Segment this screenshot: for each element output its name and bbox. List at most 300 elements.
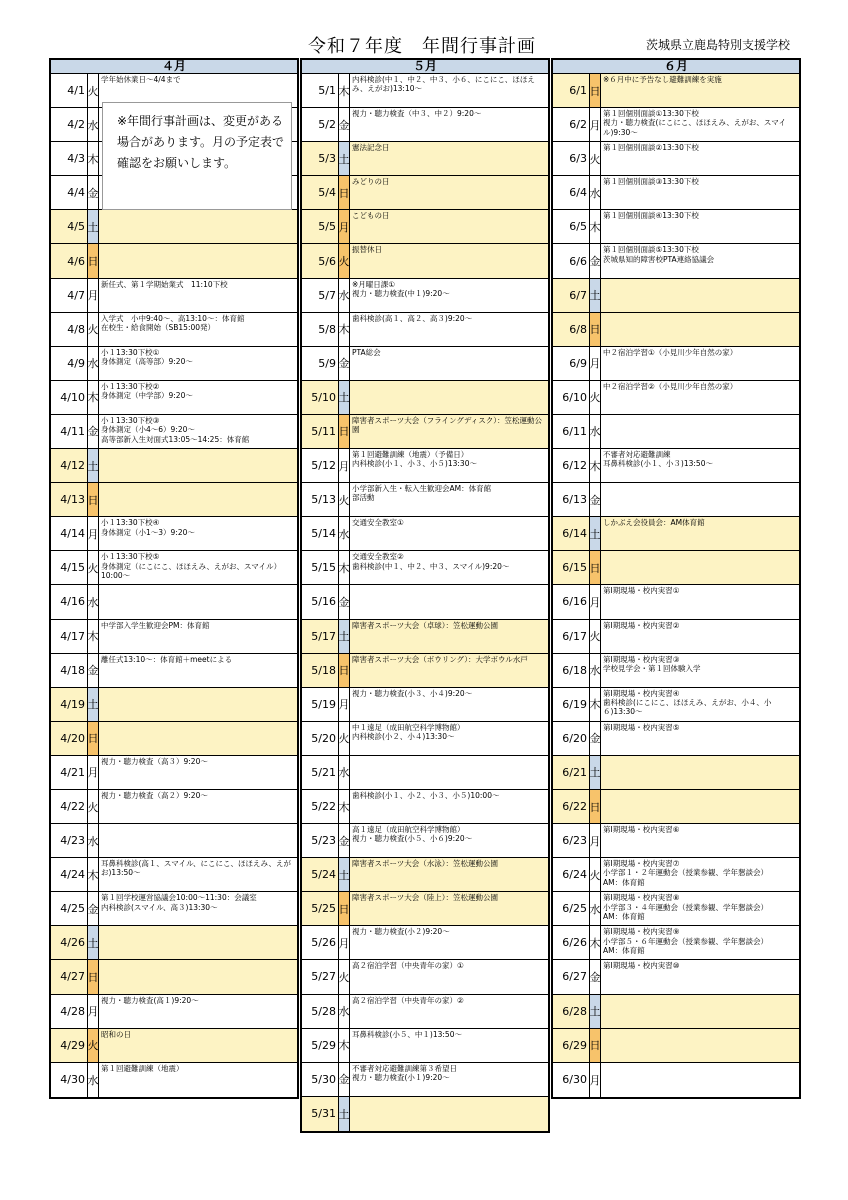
day-date: 6/16 <box>562 595 587 609</box>
day-date: 6/13 <box>562 493 587 507</box>
day-of-week: 日 <box>589 551 601 584</box>
day-date: 6/1 <box>553 74 589 107</box>
day-row <box>553 381 799 415</box>
day-date: 5/3 <box>302 142 338 175</box>
day-row <box>553 858 799 892</box>
day-row <box>553 585 799 619</box>
day-of-week: 金 <box>87 415 99 448</box>
day-events: こどもの日 <box>350 210 548 243</box>
day-events <box>99 926 297 959</box>
day-of-week: 金 <box>589 244 601 277</box>
day-date: 4/16 <box>60 595 85 609</box>
day-date: 5/27 <box>311 970 336 984</box>
day-row <box>302 210 548 244</box>
day-of-week: 火 <box>87 551 99 584</box>
day-of-week: 日 <box>87 483 99 516</box>
month-header: ４月 <box>51 60 297 74</box>
day-date: 6/7 <box>553 279 589 312</box>
day-events <box>99 449 297 482</box>
day-events: 小１13:30下校④ 身体測定（小1～3）9:20～ <box>101 518 195 537</box>
day-events: 障害者スポーツ大会（陸上）：笠松運動公園 <box>350 892 548 925</box>
day-events: 小１13:30下校② 身体測定（中学部）9:20～ <box>101 381 193 401</box>
day-row <box>553 210 799 244</box>
day-events: 小１13:30下校③ 身体測定（小4～6）9:20～ 高等部新入生対面式13:05～14:25：体育館 <box>101 415 250 444</box>
day-row <box>553 244 799 278</box>
day-of-week: 木 <box>338 551 350 584</box>
day-row <box>51 960 297 994</box>
day-events: 障害者スポーツ大会（ボウリング）：大学ボウル水戸 <box>350 654 548 687</box>
day-date: 6/2 <box>569 118 587 132</box>
day-of-week: 木 <box>589 688 601 721</box>
day-of-week: 水 <box>87 108 99 141</box>
day-date: 5/20 <box>311 731 336 745</box>
day-events: 視力・聴力検査（高２）9:20～ <box>101 790 208 800</box>
day-row <box>302 313 548 347</box>
day-date: 4/22 <box>60 800 85 814</box>
day-of-week: 金 <box>338 108 350 141</box>
day-events: 交通安全教室① <box>352 518 404 528</box>
day-of-week: 日 <box>338 654 350 687</box>
day-events <box>99 824 297 857</box>
day-events: 第１回避難訓練（地震） <box>101 1063 184 1073</box>
day-row <box>302 620 548 654</box>
day-date: 6/5 <box>569 220 587 234</box>
day-date: 6/8 <box>553 313 589 346</box>
day-date: 4/8 <box>67 322 85 336</box>
day-row <box>51 210 297 244</box>
day-events <box>99 585 297 618</box>
day-row <box>553 960 799 994</box>
day-events: 中学部入学生歓迎会PM：体育館 <box>101 620 210 630</box>
day-row <box>51 347 297 381</box>
day-of-week: 水 <box>338 756 350 789</box>
day-events: 障害者スポーツ大会（水泳）：笠松運動公園 <box>350 858 548 891</box>
day-events: 第Ⅰ期現場・校内実習⑥ <box>603 825 680 835</box>
day-events: 中２宿泊学習①（小見川少年自然の家） <box>603 347 738 357</box>
day-date: 6/23 <box>562 834 587 848</box>
day-date: 5/26 <box>311 936 336 950</box>
day-date: 6/4 <box>569 186 587 200</box>
day-date: 6/10 <box>562 390 587 404</box>
day-events: 歯科検診(小１、小２、小３、小５)10:00～ <box>352 790 500 800</box>
day-date: 5/1 <box>318 84 336 98</box>
day-of-week: 木 <box>87 381 99 414</box>
day-of-week: 火 <box>338 722 350 755</box>
day-of-week: 土 <box>589 995 601 1028</box>
day-row <box>302 688 548 722</box>
day-of-week: 月 <box>338 210 350 243</box>
day-events: 振替休日 <box>350 244 548 277</box>
day-row <box>302 824 548 858</box>
day-of-week: 水 <box>87 824 99 857</box>
day-row <box>51 551 297 585</box>
day-events: 高２宿泊学習（中央青年の家）② <box>352 995 464 1005</box>
day-row <box>51 654 297 688</box>
day-of-week: 木 <box>338 74 350 107</box>
day-events: ※月曜日課① 視力・聴力検査(中１)9:20～ <box>352 279 450 298</box>
day-of-week: 土 <box>87 926 99 959</box>
day-events: 交通安全教室② 歯科検診(中１、中２、中３、スマイル)9:20～ <box>352 552 510 571</box>
day-events <box>601 415 799 448</box>
day-of-week: 木 <box>87 142 99 175</box>
day-date: 4/7 <box>67 288 85 302</box>
day-date: 4/19 <box>51 688 87 721</box>
day-events <box>99 210 297 243</box>
day-of-week: 金 <box>589 722 601 755</box>
day-date: 6/14 <box>553 517 589 550</box>
day-of-week: 金 <box>589 960 601 993</box>
day-events: 小１13:30下校① 身体測定（高等部）9:20～ <box>101 347 193 367</box>
day-date: 6/6 <box>569 254 587 268</box>
day-date: 5/23 <box>311 834 336 848</box>
day-events <box>350 756 548 789</box>
day-row <box>302 790 548 824</box>
day-row <box>553 347 799 381</box>
day-row <box>302 244 548 278</box>
day-of-week: 土 <box>87 449 99 482</box>
day-date: 6/12 <box>562 459 587 473</box>
day-of-week: 木 <box>338 313 350 346</box>
day-row <box>51 824 297 858</box>
day-of-week: 月 <box>87 517 99 550</box>
day-date: 5/25 <box>302 892 338 925</box>
day-events <box>99 688 297 721</box>
day-of-week: 木 <box>87 858 99 891</box>
day-date: 4/18 <box>60 663 85 677</box>
day-date: 5/22 <box>311 800 336 814</box>
day-row <box>51 756 297 790</box>
day-row <box>553 449 799 483</box>
day-events: 小１13:30下校⑤ 身体測定（にこにこ、ほほえみ、えがお、スマイル）10:00～ <box>101 552 282 580</box>
day-of-week: 金 <box>338 1063 350 1096</box>
day-of-week: 水 <box>589 176 601 209</box>
day-events: 離任式13:10～：体育館＋meetによる <box>101 654 233 664</box>
day-date: 4/10 <box>60 390 85 404</box>
day-date: 4/15 <box>60 561 85 575</box>
day-events: 第１回個別面談②13:30下校 <box>603 143 699 153</box>
day-date: 5/7 <box>318 288 336 302</box>
day-of-week: 月 <box>589 1063 601 1097</box>
day-of-week: 土 <box>338 381 350 414</box>
day-date: 4/11 <box>60 424 85 438</box>
day-events <box>601 1063 799 1097</box>
day-events: 第Ⅰ期現場・校内実習② <box>603 620 680 630</box>
day-row <box>51 892 297 926</box>
day-events: 第Ⅰ期現場・校内実習⑧ 小学部３・４年運動会（授業参観、学年懇談会） AM：体育館 <box>603 893 768 921</box>
day-events <box>99 722 297 755</box>
day-row <box>302 1063 548 1097</box>
day-row <box>553 551 799 585</box>
day-date: 5/18 <box>302 654 338 687</box>
day-events <box>99 244 297 277</box>
day-of-week: 火 <box>87 1029 99 1062</box>
day-of-week: 月 <box>87 756 99 789</box>
day-date: 6/19 <box>562 697 587 711</box>
day-row <box>302 279 548 313</box>
day-of-week: 木 <box>87 620 99 653</box>
day-events: 中２宿泊学習②（小見川少年自然の家） <box>603 381 738 391</box>
day-events: ※６月中に予告なし避難訓練を実施 <box>601 74 799 107</box>
day-date: 5/12 <box>311 459 336 473</box>
day-date: 4/21 <box>60 765 85 779</box>
day-date: 5/15 <box>311 561 336 575</box>
day-of-week: 火 <box>589 142 601 175</box>
day-events: みどりの日 <box>350 176 548 209</box>
day-row <box>553 176 799 210</box>
day-date: 5/31 <box>302 1097 338 1131</box>
day-events: 第Ⅰ期現場・校内実習④ 歯科検診(にこにこ、ほほえみ、えがお、小４、小６)13:30～ <box>603 688 772 717</box>
day-row <box>51 517 297 551</box>
day-events: しかぶえ会役員会：AM体育館 <box>601 517 799 550</box>
day-row <box>302 415 548 449</box>
day-row <box>553 926 799 960</box>
day-row <box>553 995 799 1029</box>
day-events <box>99 483 297 516</box>
month-april <box>49 58 299 1099</box>
day-events <box>601 1029 799 1062</box>
day-of-week: 土 <box>589 279 601 312</box>
day-events <box>601 551 799 584</box>
day-date: 6/24 <box>562 868 587 882</box>
day-row <box>51 858 297 892</box>
day-of-week: 水 <box>87 585 99 618</box>
day-events: 歯科検診(高１、高２、高３)9:20～ <box>352 313 473 323</box>
day-of-week: 月 <box>87 279 99 312</box>
day-events <box>350 585 548 618</box>
day-date: 4/14 <box>60 527 85 541</box>
day-of-week: 月 <box>338 926 350 959</box>
day-date: 6/28 <box>553 995 589 1028</box>
day-of-week: 金 <box>87 654 99 687</box>
day-row <box>553 108 799 142</box>
day-events <box>601 756 799 789</box>
day-row <box>51 926 297 960</box>
day-events: 耳鼻科検診(小５、中１)13:50～ <box>352 1029 462 1039</box>
day-events: 不審者対応避難訓練 耳鼻科検診(小１、小３)13:50～ <box>603 450 713 469</box>
day-row <box>553 824 799 858</box>
day-of-week: 土 <box>589 517 601 550</box>
day-row <box>51 449 297 483</box>
day-row <box>553 620 799 654</box>
day-of-week: 月 <box>338 449 350 482</box>
day-date: 4/12 <box>51 449 87 482</box>
day-row <box>553 415 799 449</box>
day-row <box>302 756 548 790</box>
day-date: 5/9 <box>318 356 336 370</box>
day-of-week: 日 <box>589 1029 601 1062</box>
day-row <box>51 313 297 347</box>
day-date: 6/15 <box>553 551 589 584</box>
day-of-week: 水 <box>589 654 601 687</box>
day-events: 小学部新入生・転入生歓迎会AM：体育館 部活動 <box>352 484 492 503</box>
day-date: 4/1 <box>67 84 85 98</box>
day-of-week: 土 <box>589 756 601 789</box>
day-date: 6/22 <box>553 790 589 823</box>
day-of-week: 木 <box>589 926 601 959</box>
day-date: 5/8 <box>318 322 336 336</box>
day-of-week: 水 <box>87 347 99 380</box>
day-row <box>553 1029 799 1063</box>
change-notice: ※年間行事計画は、変更がある場合があります。月の予定表で確認をお願いします。 <box>102 102 292 210</box>
day-date: 6/26 <box>562 936 587 950</box>
day-date: 5/11 <box>302 415 338 448</box>
day-date: 4/6 <box>51 244 87 277</box>
day-row <box>553 142 799 176</box>
day-date: 5/2 <box>318 118 336 132</box>
day-events: 第Ⅰ期現場・校内実習⑦ 小学部１・２年運動会（授業参観、学年懇談会） AM：体育館 <box>603 859 768 887</box>
day-row <box>302 892 548 926</box>
day-of-week: 月 <box>589 347 601 380</box>
day-events: 昭和の日 <box>99 1029 297 1062</box>
day-date: 5/21 <box>311 765 336 779</box>
day-row <box>302 1029 548 1063</box>
day-of-week: 木 <box>338 790 350 823</box>
day-of-week: 水 <box>338 279 350 312</box>
day-row <box>553 517 799 551</box>
day-events: 第Ⅰ期現場・校内実習① <box>603 586 680 596</box>
day-date: 5/6 <box>302 244 338 277</box>
day-row <box>302 1097 548 1131</box>
day-row <box>553 483 799 517</box>
day-date: 4/4 <box>67 186 85 200</box>
day-date: 5/13 <box>311 493 336 507</box>
day-of-week: 火 <box>589 858 601 891</box>
day-events: 視力・聴力検査(高１)9:20～ <box>101 995 199 1005</box>
day-row <box>302 722 548 756</box>
school-name: 茨城県立鹿島特別支援学校 <box>646 38 791 52</box>
day-of-week: 火 <box>87 74 99 107</box>
day-events: 第Ⅰ期現場・校内実習⑩ <box>603 961 680 971</box>
day-row <box>553 1063 799 1097</box>
day-row <box>302 926 548 960</box>
day-of-week: 金 <box>87 892 99 925</box>
day-date: 6/27 <box>562 970 587 984</box>
day-events: PTA総会 <box>352 347 381 357</box>
day-of-week: 水 <box>338 995 350 1028</box>
day-events: 内科検診(中１、中２、中３、小６、にこにこ、ほほえみ、えがお)13:10～ <box>352 75 535 94</box>
day-events: 第１回避難訓練（地震）（予備日） 内科検診(小１、小３、小５)13:30～ <box>352 450 477 469</box>
day-events: 第Ⅰ期現場・校内実習⑤ <box>603 722 680 732</box>
day-row <box>553 688 799 722</box>
day-events: 第１回個別面談⑤13:30下校 茨城県知的障害校PTA連絡協議会 <box>603 245 715 264</box>
day-of-week: 金 <box>338 824 350 857</box>
day-date: 4/20 <box>51 722 87 755</box>
day-date: 6/25 <box>562 902 587 916</box>
day-row <box>553 654 799 688</box>
day-row <box>302 483 548 517</box>
day-events: 第１回個別面談④13:30下校 <box>603 211 699 221</box>
day-row <box>51 995 297 1029</box>
day-date: 4/30 <box>60 1073 85 1087</box>
day-events: 視力・聴力検査（中３、中２）9:20～ <box>352 109 482 119</box>
day-of-week: 日 <box>589 313 601 346</box>
day-date: 4/28 <box>60 1004 85 1018</box>
day-of-week: 日 <box>87 960 99 993</box>
day-date: 4/25 <box>60 902 85 916</box>
day-row <box>302 108 548 142</box>
day-of-week: 火 <box>338 960 350 993</box>
day-row <box>51 585 297 619</box>
day-events: 高２宿泊学習（中央青年の家）① <box>352 961 464 971</box>
day-date: 6/3 <box>569 152 587 166</box>
day-date: 5/5 <box>302 210 338 243</box>
day-date: 5/14 <box>311 527 336 541</box>
day-events <box>99 960 297 993</box>
day-events: 高１遠足（成田航空科学博物館） 視力・聴力検査(小５、小６)9:20～ <box>352 825 473 844</box>
day-of-week: 日 <box>338 415 350 448</box>
day-date: 5/30 <box>311 1072 336 1086</box>
day-date: 4/13 <box>51 483 87 516</box>
day-of-week: 日 <box>589 74 601 107</box>
day-date: 6/9 <box>569 356 587 370</box>
day-of-week: 土 <box>87 210 99 243</box>
day-events <box>601 483 799 516</box>
day-of-week: 月 <box>589 108 601 141</box>
day-events: 第１回個別面談①13:30下校 視力・聴力検査(にこにこ、ほほえみ、えがお、スマイル)9:30～ <box>603 109 787 137</box>
day-row <box>51 381 297 415</box>
day-events: 学年始休業日～4/4まで <box>101 75 181 84</box>
day-events: 中１遠足（成田航空科学博物館） 内科検診(小２、小４)13:30～ <box>352 722 465 742</box>
day-events <box>350 381 548 414</box>
day-events <box>601 279 799 312</box>
day-row <box>51 279 297 313</box>
day-date: 5/10 <box>302 381 338 414</box>
month-may <box>300 58 550 1133</box>
day-row <box>302 449 548 483</box>
day-events: 第１回学校運営協議会10:00～11:30：会議室 内科検診(スマイル、高３)13:30～ <box>101 893 257 912</box>
day-row <box>51 1029 297 1063</box>
day-row <box>553 790 799 824</box>
day-date: 4/29 <box>51 1029 87 1062</box>
day-row <box>302 585 548 619</box>
day-date: 6/29 <box>553 1029 589 1062</box>
day-events: 憲法記念日 <box>350 142 548 175</box>
day-date: 4/3 <box>67 152 85 166</box>
month-header: ６月 <box>553 60 799 74</box>
day-row <box>302 960 548 994</box>
day-events: 第Ⅰ期現場・校内実習③ 学校見学会・第１回体験入学 <box>603 654 701 673</box>
day-events: 入学式 小中9:40～、高13:10～：体育館 在校生・給食開始（SB15:00発） <box>101 313 245 332</box>
day-of-week: 木 <box>338 1029 350 1062</box>
day-row <box>553 74 799 108</box>
day-date: 6/11 <box>562 424 587 438</box>
day-date: 5/4 <box>302 176 338 209</box>
day-row <box>51 415 297 449</box>
day-date: 5/17 <box>302 620 338 653</box>
day-of-week: 火 <box>87 313 99 346</box>
day-row <box>302 142 548 176</box>
day-of-week: 土 <box>338 142 350 175</box>
day-of-week: 火 <box>87 790 99 823</box>
day-of-week: 日 <box>338 176 350 209</box>
day-date: 6/20 <box>562 731 587 745</box>
day-of-week: 金 <box>338 347 350 380</box>
day-of-week: 火 <box>589 381 601 414</box>
day-of-week: 金 <box>87 176 99 209</box>
day-events <box>601 313 799 346</box>
day-events: 耳鼻科検診(高１、スマイル、にこにこ、ほほえみ、えがお)13:50～ <box>101 859 291 878</box>
day-date: 5/29 <box>311 1038 336 1052</box>
day-date: 4/2 <box>67 118 85 132</box>
day-row <box>51 722 297 756</box>
day-row <box>51 620 297 654</box>
day-of-week: 月 <box>338 688 350 721</box>
day-events: 障害者スポーツ大会（卓球）：笠松運動公園 <box>350 620 548 653</box>
day-row <box>51 483 297 517</box>
day-date: 4/23 <box>60 834 85 848</box>
day-of-week: 月 <box>87 995 99 1028</box>
day-of-week: 月 <box>589 585 601 618</box>
